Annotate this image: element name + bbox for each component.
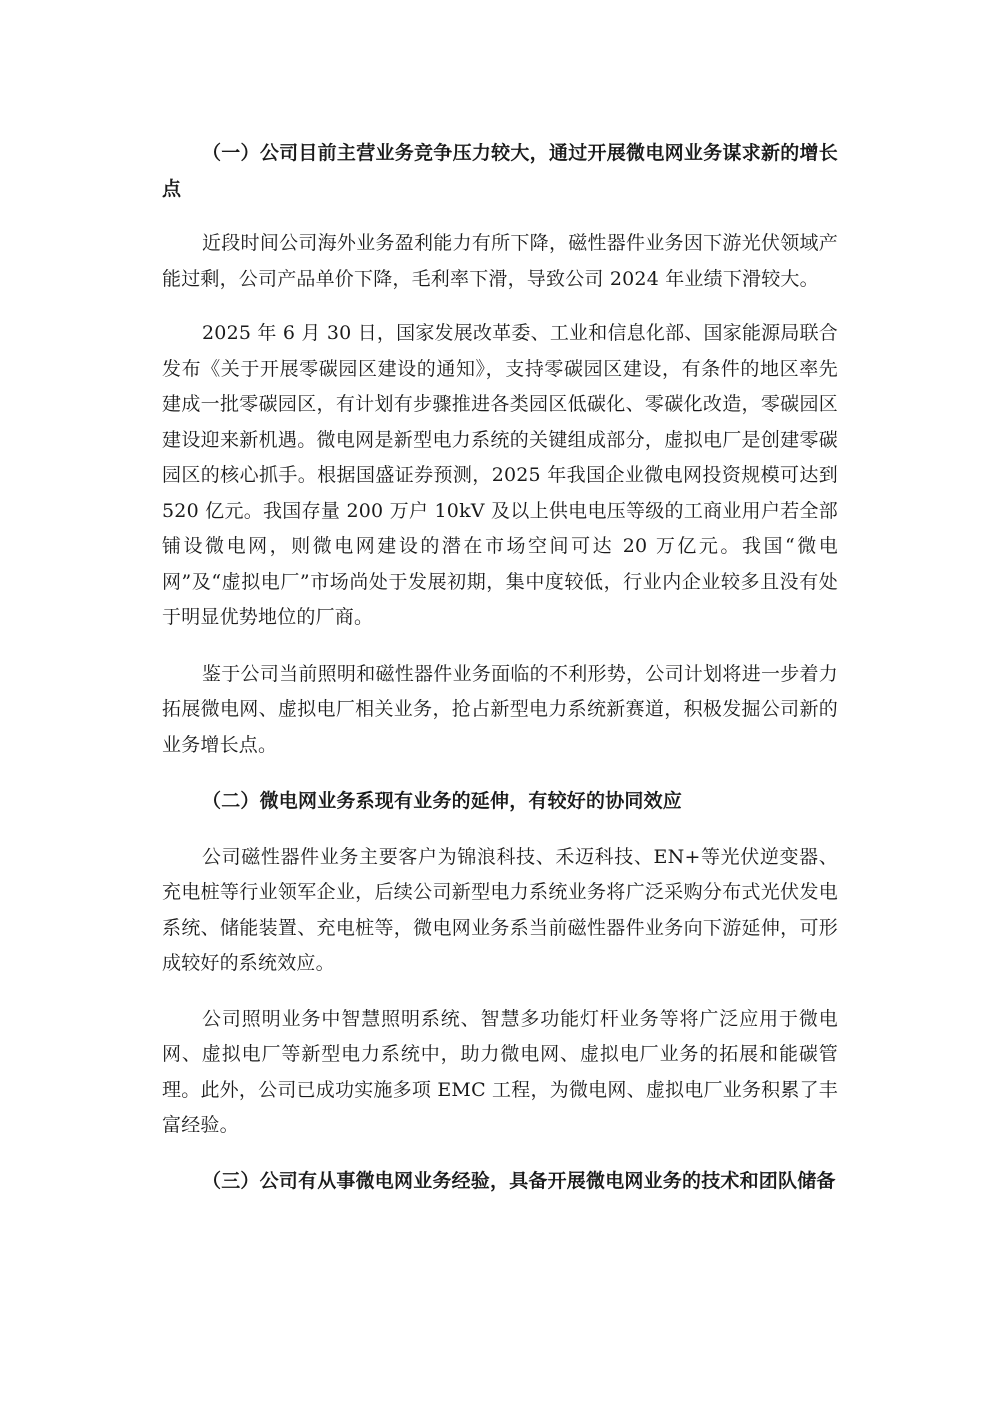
section-heading-2: （二）微电网业务系现有业务的延伸，有较好的协同效应: [202, 790, 683, 812]
document-body: [162, 136, 838, 1219]
section-heading-1: （一）公司目前主营业务竞争压力较大，通过开展微电网业务谋求新的增长点: [162, 142, 838, 200]
section-heading-3: （三）公司有从事微电网业务经验，具备开展微电网业务的技术和团队储备: [202, 1169, 836, 1192]
section-1-paragraph-1: 近段时间公司海外业务盈利能力有所下降，磁性器件业务因下游光伏领域产能过剩，公司产品单价下降，毛利率下滑，导致公司 2024 年业绩下滑较大。: [162, 232, 838, 290]
section-2-paragraph-1: 公司磁性器件业务主要客户为锦浪科技、禾迈科技、EN+等光伏逆变器、充电桩等行业领军企业，后续公司新型电力系统业务将广泛采购分布式光伏发电系统、储能装置、充电桩等，微电网业务系当前磁性器件业务向下游延伸，可形成较好的系统效应。: [162, 845, 838, 974]
section-1-paragraph-3: 鉴于公司当前照明和磁性器件业务面临的不利形势，公司计划将进一步着力拓展微电网、虚拟电厂相关业务，抢占新型电力系统新赛道，积极发掘公司新的业务增长点。: [162, 662, 838, 756]
section-1-paragraph-2: 2025 年 6 月 30 日，国家发展改革委、工业和信息化部、国家能源局联合发布《关于开展零碳园区建设的通知》，支持零碳园区建设，有条件的地区率先建成一批零碳园区，有计划有步骤推进各类园区低碳化、零碳化改造，零碳园区建设迎来新机遇。微电网是新型电力系统的关键组成部分，虚拟电厂是创建零碳园区的核心抓手。根据国盛证券预测，2025 年我国企业微电网投资规模可达到 520 亿元。我国存量 200 万户 10kV 及以上供电电压等级的工商业用户若全部铺设微电网，则微电网建设的潜在市场空间可达 20 万亿元。我国“微电网”及“虚拟电厂”市场尚处于发展初期，集中度较低，行业内企业较多且没有处于明显优势地位的厂商。: [162, 322, 838, 628]
section-2-paragraph-2: 公司照明业务中智慧照明系统、智慧多功能灯杆业务等将广泛应用于微电网、虚拟电厂等新型电力系统中，助力微电网、虚拟电厂业务的拓展和能碳管理。此外，公司已成功实施多项 EMC 工程，为微电网、虚拟电厂业务积累了丰富经验。: [162, 1007, 838, 1136]
